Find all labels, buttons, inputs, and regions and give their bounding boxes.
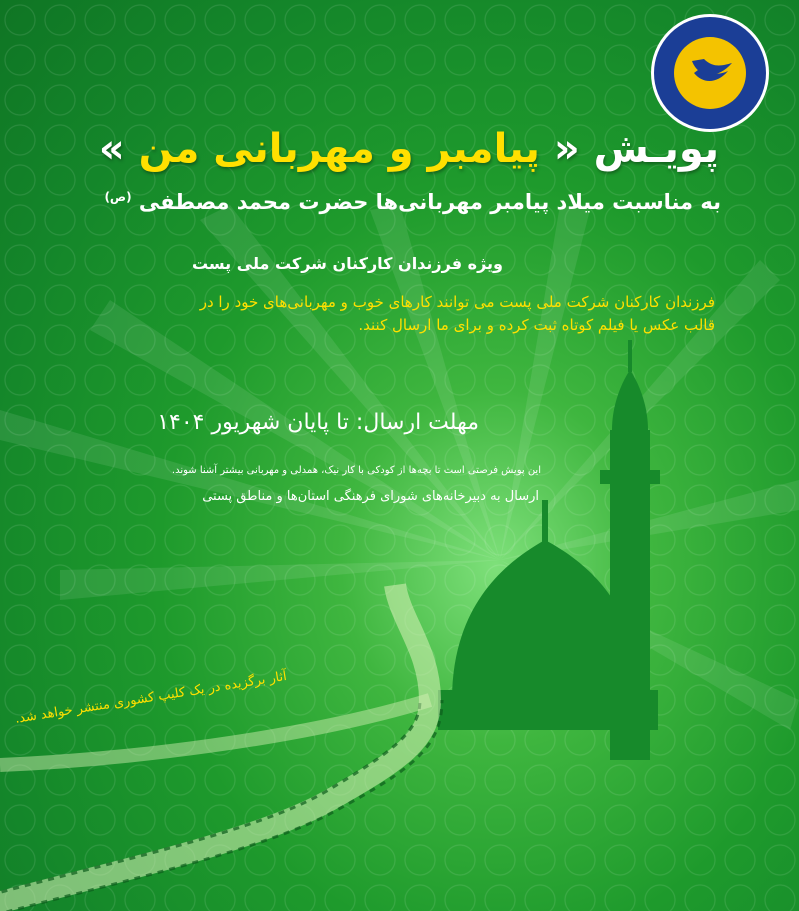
occasion-subtitle	[104, 190, 721, 214]
title-prefix: پویـش	[593, 126, 719, 172]
submission-info: ارسال به دبیرخانه‌های شورای فرهنگی استان‌ها و مناطق پستی	[202, 489, 539, 504]
campaign-description: فرزندان کارکنان شرکت ملی پست می توانند کارهای خوب و مهربانی‌های خود را در قالب عکس یا فیلم کوتاه ثبت کرده و برای ما ارسال کنند.	[199, 293, 715, 334]
subtitle-honorific: (ص)	[104, 190, 132, 204]
subtitle-text: به مناسبت میلاد پیامبر مهربانی‌ها حضرت محمد مصطفی	[138, 190, 721, 214]
footer-announcement: آثار برگزیده در یک کلیپ کشوری منتشر خواهد شد.	[14, 669, 288, 727]
postal-council-logo	[651, 14, 769, 132]
campaign-note: این پویش فرصتی است تا بچه‌ها از کودکی با کار نیک، همدلی و مهربانی بیشتر آشنا شوند.	[171, 465, 541, 476]
post-bird-icon	[654, 17, 766, 129]
campaign-title	[99, 126, 719, 172]
audience-line: ویژه فرزندان کارکنان شرکت ملی پست	[191, 254, 503, 273]
title-open-quote: «	[553, 126, 580, 172]
title-highlight: پیامبر و مهربانی من	[138, 126, 540, 172]
title-close-quote: »	[98, 126, 125, 172]
deadline-line: مهلت ارسال: تا پایان شهریور ۱۴۰۴	[157, 410, 479, 435]
